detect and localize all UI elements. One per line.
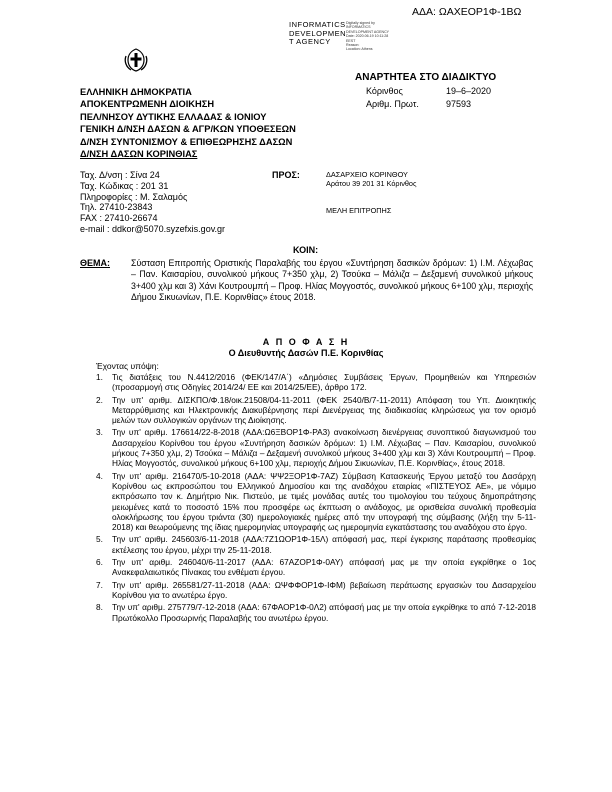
contact-fax: FAX : 27410-26674 [80,213,158,224]
having-label: Έχοντας υπόψη: [96,361,159,371]
item-number: 1. [96,372,103,382]
org-line: ΑΠΟΚΕΝΤΡΩΜΕΝΗ ΔΙΟΙΚΗΣΗ [80,99,215,110]
item-text: Την υπ' αριθμ. ΔΙΣΚΠΟ/Φ.18/οικ.21508/04-11-2011 (ΦΕΚ 2540/Β/7-11-2011) Απόφαση του Υπ. Διοικητικής Μεταρρύθμισης και Ηλεκτρονικής Διακυβέρνησης περί Διενέργειας της διαδικασίας κληρώσεως για τον ορισμό μελών των συλλογικών οργάνων της Διοίκησης. [112,394,536,426]
list-item [96,395,536,426]
recipient-line: ΜΕΛΗ ΕΠΙΤΡΟΠΗΣ [326,206,392,215]
contact-info: Πληροφορίες : Μ. Σαλαμός [80,191,188,202]
item-number: 8. [96,602,103,613]
greek-emblem-icon [122,46,150,74]
item-text: Τις διατάξεις του Ν.4412/2016 (ΦΕΚ/147/Α΄) «Δημόσιες Συμβάσεις Έργων, Προμηθειών και Υπηρεσιών (προσαρμογή στις Οδηγίες 2014/24/ ΕΕ και 2014/25/ΕΕ), άρθρο 172. [112,372,536,393]
protocol-number: 97593 [446,99,472,109]
place: Κόρινθος [366,86,403,96]
subject-label: ΘΕΜΑ: [80,258,110,268]
ada-code: ΑΔΑ: ΩΑΧΕΟΡ1Φ-1ΒΩ [412,6,522,18]
contact-phone: Τηλ. 27410-23843 [80,202,153,213]
item-text: Την υπ' αριθμ. 275779/7-12-2018 (ΑΔΑ: 67ΦΑΟΡ1Φ-0Λ2) απόφασή μας με την οποία εγκρίθηκε το από 7-12-2018 Πρωτόκολλο Προσωρινής Παραλαβής του ανωτέρω έργου. [112,602,536,623]
list-item [96,471,536,533]
considerations-list [96,372,536,625]
item-number: 2. [96,394,103,405]
list-item [96,557,536,578]
item-text: Την υπ' αριθμ. 265581/27-11-2018 (ΑΔΑ: ΩΨΦΦΟΡ1Φ-ΙΦΜ) βεβαίωση περάτωσης εργασιών του Δασαρχείου Κορίνθου για το ανωτέρω έργο. [112,579,536,600]
org-line: ΕΛΛΗΝΙΚΗ ΔΗΜΟΚΡΑΤΙΑ [80,87,192,97]
recipient-line: Αράτου 39 201 31 Κόρινθος [326,179,417,188]
org-line: ΠΕΛ/ΝΗΣΟΥ ΔΥΤΙΚΗΣ ΕΛΛΑΔΑΣ & ΙΟΝΙΟΥ [80,111,267,122]
cc-label: ΚΟΙΝ: [293,245,319,255]
list-item [96,372,536,393]
subject-text: Σύσταση Επιτροπής Οριστικής Παραλαβής του έργου «Συντήρηση δασικών δρόμων: 1) Ι.Μ. Λέχωβας – Παν. Καισαρίου, συνολικού μήκους 7+350 χλμ, 2) Τσούκα – Μάλιζα – Δεξαμενή συνολικού μήκους 3+400 χλμ και 3) Χάνι Κουτρουμπή – Προφ. Ηλίας Μογγοστός, συνολικού μήκους 6+100 χλμ, περιοχής Δήμου Σικυωνίων, Π.Ε. Κορινθίας» έτους 2018. [131,258,533,303]
sig-line: Reason: [346,43,360,48]
item-text: Την υπ' αριθμ. 216470/5-10-2018 (ΑΔΑ: ΨΨ2ΞΟΡ1Φ-7ΑΖ) Σύμβαση Κατασκευής Έργου μεταξύ του Δασάρχη Κορίνθου ως εκπροσώπου του Ελληνικού Δημοσίου και της αναδόχου εταιρίας «ΠΙΣΤΕΥΟΣ ΑΕ», με νόμιμο εκπρόσωπο τον κ. Δημήτριο Νικ. Πιστεύο, με τιμές μονάδας αυτές του τιμολογίου του τεύχους δημοπράτησης μειωμένες κατά το ποσοστό 15% που προσφέρε ως έκπτωση ο ανάδοχος, με ορισθείσα συνολική προθεσμία ολοκλήρωσης του έργου τριάντα (30) ημερολογιακές ημέρες από την υπογραφή της σύμβασης (λήξη την 5-11-2018) και θεωρούμενης της ίδιας ημερομηνίας υπογραφής ως ημερομηνία εγκατάστασης του αναδόχου στο έργο. [112,470,536,533]
digital-signature-text [346,21,406,52]
sig-line: DEVELOPMENT AGENCY [346,29,390,34]
organization-block [80,86,296,160]
recipients-label: ΠΡΟΣ: [272,170,300,180]
list-item [96,427,536,468]
org-line: Δ/ΝΣΗ ΔΑΣΩΝ ΚΟΡΙΝΘΙΑΣ [80,149,198,160]
posting-title: ΑΝΑΡΤΗΤΕΑ ΣΤΟ ΔΙΑΔΙΚΤΥΟ [355,72,497,83]
recipient-line: ΔΑΣΑΡΧΕΙΟ ΚΟΡΙΝΘΟΥ [326,170,408,179]
item-number: 6. [96,557,103,568]
org-line: Δ/ΝΣΗ ΣΥΝΤΟΝΙΣΜΟΥ & ΕΠΙΘΕΩΡΗΣΗΣ ΔΑΣΩΝ [80,136,293,147]
list-item [96,602,536,623]
decision-issuer: Ο Διευθυντής Δασών Π.Ε. Κορινθίας [228,348,384,358]
item-text: Την υπ' αριθμ. 176614/22-8-2018 (ΑΔΑ:Ω6ΞΒΟΡ1Φ-ΡΑ3) ανακοίνωση διενέργειας συνοπτικού διαγωνισμού του Δασαρχείου Κορίνθου του έργου «Συντήρηση δασικών δρόμων: 1) Ι.Μ. Λέχωβας – Παν. Καισαρίου, συνολικού μήκους 7+350 χλμ, 2) Τσούκα – Μάλιζα – Δεξαμενή συνολικού μήκους 3+400 χλμ και 3) Χάνι Κουτρουμπή – Προφ. Ηλίας Μογγοστός, συνολικού μήκους 6+100 χλμ, περιοχής Δήμου Σικυωνίων, Π.Ε. Κορινθίας», έτους 2018. [112,427,536,469]
item-number: 3. [96,427,103,438]
contact-postcode: Ταχ. Κώδικας : 201 31 [80,180,169,191]
recipients-block [326,170,416,215]
org-line: ΓΕΝΙΚΗ Δ/ΝΣΗ ΔΑΣΩΝ & ΑΓΡ/ΚΩΝ ΥΠΟΘΕΣΕΩΝ [80,124,296,135]
contact-address: Ταχ. Δ/νση : Σίνα 24 [80,170,160,180]
signature-org-line: DEVELOPMEN [289,28,347,38]
contact-email: e-mail : ddkor@5070.syzefxis.gov.gr [80,223,226,234]
decision-title: Α Π Ο Φ Α Σ Η [262,337,350,347]
item-text: Την υπ' αριθμ. 246040/6-11-2017 (ΑΔΑ: 67ΑΖΟΡ1Φ-0ΑΥ) απόφασή μας με την οποία εγκρίθηκε ο 1ος Ανακεφαλαιωτικός Πίνακας του ενθέματι έργου. [112,557,536,578]
date: 19–6–2020 [446,86,492,96]
contact-block [80,170,225,235]
sig-line: Location: Athens [346,47,373,52]
signature-org [289,21,346,47]
item-number: 7. [96,579,103,590]
sig-line: Date: 2020.06.19 10:11:28 [346,34,389,39]
signature-org-line: T AGENCY [289,37,331,46]
sig-line: INFORMATICS [346,25,371,30]
item-number: 5. [96,534,103,545]
item-number: 4. [96,470,103,481]
sig-line: EEST [346,38,356,43]
sig-line: Digitally signed by [346,21,375,25]
list-item [96,580,536,601]
signature-org-line: INFORMATICS [289,20,346,29]
item-text: Την υπ' αριθμ. 245603/6-11-2018 (ΑΔΑ:7Ζ1ΩΟΡ1Φ-15Λ) απόφασή μας, περί έγκρισης παράτασης προθεσμίας εκτέλεσης του έργου, μέχρι την 25-11-2018. [112,534,536,555]
list-item [96,534,536,555]
protocol-label: Αριθμ. Πρωτ. [366,99,419,109]
